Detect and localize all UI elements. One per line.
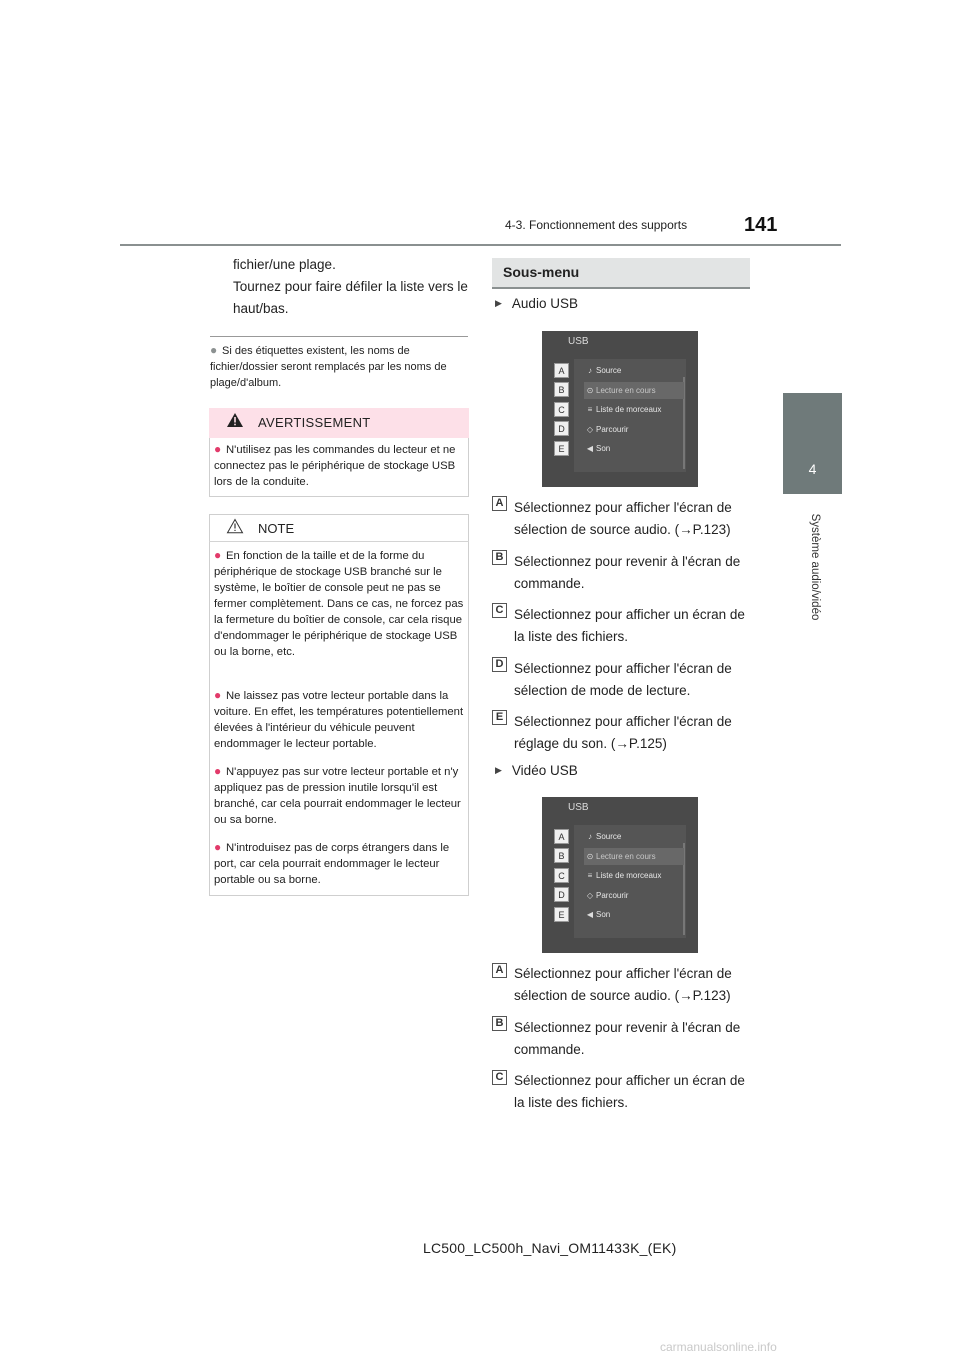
tip-note-text: Si des étiquettes existent, les noms de fichier/dossier seront remplacés par les noms de plage/d'album. <box>210 345 447 389</box>
menu-item-label: Parcourir <box>596 891 629 900</box>
audio-desc-b: Sélectionnez pour revenir à l'écran de commande. <box>514 554 741 591</box>
video-usb-label-text: Vidéo USB <box>511 763 578 778</box>
chapter-number: 4 <box>808 461 817 477</box>
note-item <box>214 547 464 660</box>
arrow-right-icon: ▶ <box>495 765 502 775</box>
bullet-icon: ● <box>214 764 222 778</box>
page-number: 141 <box>744 214 778 236</box>
menu-item-label: Lecture en cours <box>596 386 656 395</box>
bullet-icon: ● <box>214 548 222 562</box>
screen-title: USB <box>568 336 589 347</box>
screen-marker-b: B <box>554 848 569 863</box>
callout-c: C <box>492 603 507 618</box>
chapter-label-text: Système audio/vidéo <box>809 513 821 621</box>
menu-item-label: Source <box>596 366 622 375</box>
eye-icon: ◇ <box>586 425 594 434</box>
callout-d: D <box>492 657 507 672</box>
bullet-icon: ● <box>210 343 218 357</box>
bullet-icon: ● <box>214 840 222 854</box>
menu-item-track-list[interactable] <box>584 867 684 884</box>
play-circle-icon: ⊙ <box>586 852 594 861</box>
menu-item-label: Lecture en cours <box>596 852 656 861</box>
video-usb-label <box>495 763 578 778</box>
screen-marker-c: C <box>554 868 569 883</box>
music-note-icon: ♪ <box>588 832 592 841</box>
screen-marker-b: B <box>554 382 569 397</box>
warning-item-text: N'utilisez pas les commandes du lecteur et ne connectez pas le périphérique de stockage USB lors de la conduite. <box>214 444 456 488</box>
caution-triangle-icon <box>226 518 244 534</box>
menu-item-label: Parcourir <box>596 425 629 434</box>
note-item-text: N'appuyez pas sur votre lecteur portable et n'y appliquez pas de pression inutile lorsqu'il est branché, car cela pourrait endommager le lecteur ou sa borne. <box>214 766 461 826</box>
chapter-tab <box>783 393 842 494</box>
note-item <box>214 763 464 828</box>
screen-marker-a: A <box>554 363 569 378</box>
warning-item <box>214 441 464 490</box>
menu-item-sound[interactable] <box>584 440 684 457</box>
screen-marker-e: E <box>554 907 569 922</box>
bullet-icon: ● <box>214 442 222 456</box>
screen-marker-a: A <box>554 829 569 844</box>
header-section-title: 4-3. Fonctionnement des supports <box>505 218 688 232</box>
menu-item-browse[interactable] <box>584 887 684 904</box>
callout-e: E <box>492 710 507 725</box>
menu-item-label: Liste de morceaux <box>596 405 662 414</box>
tip-note <box>210 342 472 391</box>
eye-icon: ◇ <box>586 891 594 900</box>
arrow-right-icon: ▶ <box>495 298 502 308</box>
header-divider <box>120 244 841 246</box>
note-divider <box>209 541 469 542</box>
note-item <box>214 839 464 888</box>
callout-a: A <box>492 963 507 978</box>
screen-marker-d: D <box>554 887 569 902</box>
audio-usb-label <box>495 296 578 311</box>
video-desc-a: Sélectionnez pour afficher l'écran de sélection de source audio. (→P.123) <box>514 966 732 1003</box>
video-desc-b: Sélectionnez pour revenir à l'écran de commande. <box>514 1020 741 1057</box>
screen-marker-d: D <box>554 421 569 436</box>
speaker-icon: ◀ <box>586 910 594 919</box>
callout-b: B <box>492 550 507 565</box>
audio-desc-a: Sélectionnez pour afficher l'écran de sélection de source audio. (→P.123) <box>514 500 732 537</box>
play-circle-icon: ⊙ <box>586 386 594 395</box>
screen-title: USB <box>568 802 589 813</box>
video-usb-screen <box>542 797 698 953</box>
menu-item-now-playing[interactable] <box>584 382 684 399</box>
note-title: NOTE <box>258 521 295 536</box>
audio-usb-label-text: Audio USB <box>511 296 578 311</box>
warning-triangle-icon <box>226 412 244 428</box>
note-item <box>214 687 464 752</box>
chapter-label <box>808 502 822 632</box>
video-desc-c: Sélectionnez pour afficher un écran de la liste des fichiers. <box>514 1073 745 1110</box>
callout-c: C <box>492 1070 507 1085</box>
note-item-text: En fonction de la taille et de la forme du périphérique de stockage USB branché sur le système, le boîtier de console peut ne pas se fermer complètement. Dans ce cas, ne forcez pas la fermeture du boîtier de console, car cela risque d'endommager le périphérique de stockage USB ou la borne, etc. <box>214 550 464 658</box>
menu-item-label: Liste de morceaux <box>596 871 662 880</box>
screen-marker-c: C <box>554 402 569 417</box>
note-item-text: Ne laissez pas votre lecteur portable dans la voiture. En effet, les températures potentiellement élevées à l'intérieur du véhicule peuvent endommager le lecteur portable. <box>214 690 464 750</box>
audio-usb-screen <box>542 331 698 487</box>
callout-b: B <box>492 1016 507 1031</box>
screen-marker-e: E <box>554 441 569 456</box>
tip-divider <box>210 336 468 337</box>
audio-desc-e: Sélectionnez pour afficher l'écran de réglage du son. (→P.125) <box>514 714 732 751</box>
music-note-icon: ♪ <box>588 366 592 375</box>
watermark: carmanualsonline.info <box>660 1340 777 1354</box>
intro-line-1: fichier/une plage. <box>233 257 336 272</box>
list-icon: ≡ <box>587 405 593 414</box>
footer-model-code: LC500_LC500h_Navi_OM11433K_(EK) <box>423 1240 677 1256</box>
menu-item-sound[interactable] <box>584 906 684 923</box>
audio-desc-d: Sélectionnez pour afficher l'écran de sélection de mode de lecture. <box>514 661 732 698</box>
submenu-title: Sous-menu <box>503 264 580 280</box>
menu-item-label: Son <box>596 444 611 453</box>
callout-a: A <box>492 496 507 511</box>
menu-item-track-list[interactable] <box>584 401 684 418</box>
audio-desc-c: Sélectionnez pour afficher un écran de la liste des fichiers. <box>514 607 745 644</box>
warning-title: AVERTISSEMENT <box>258 415 371 430</box>
speaker-icon: ◀ <box>586 444 594 453</box>
menu-item-browse[interactable] <box>584 421 684 438</box>
menu-item-source[interactable] <box>584 362 684 379</box>
menu-item-label: Source <box>596 832 622 841</box>
menu-item-now-playing[interactable] <box>584 848 684 865</box>
intro-line-2: Tournez pour faire défiler la liste vers le haut/bas. <box>233 279 468 316</box>
bullet-icon: ● <box>214 688 222 702</box>
menu-item-source[interactable] <box>584 828 684 845</box>
note-item-text: N'introduisez pas de corps étrangers dans le port, car cela pourrait endommager le lecteur portable ou sa borne. <box>214 842 450 886</box>
list-icon: ≡ <box>587 871 593 880</box>
menu-item-label: Son <box>596 910 611 919</box>
